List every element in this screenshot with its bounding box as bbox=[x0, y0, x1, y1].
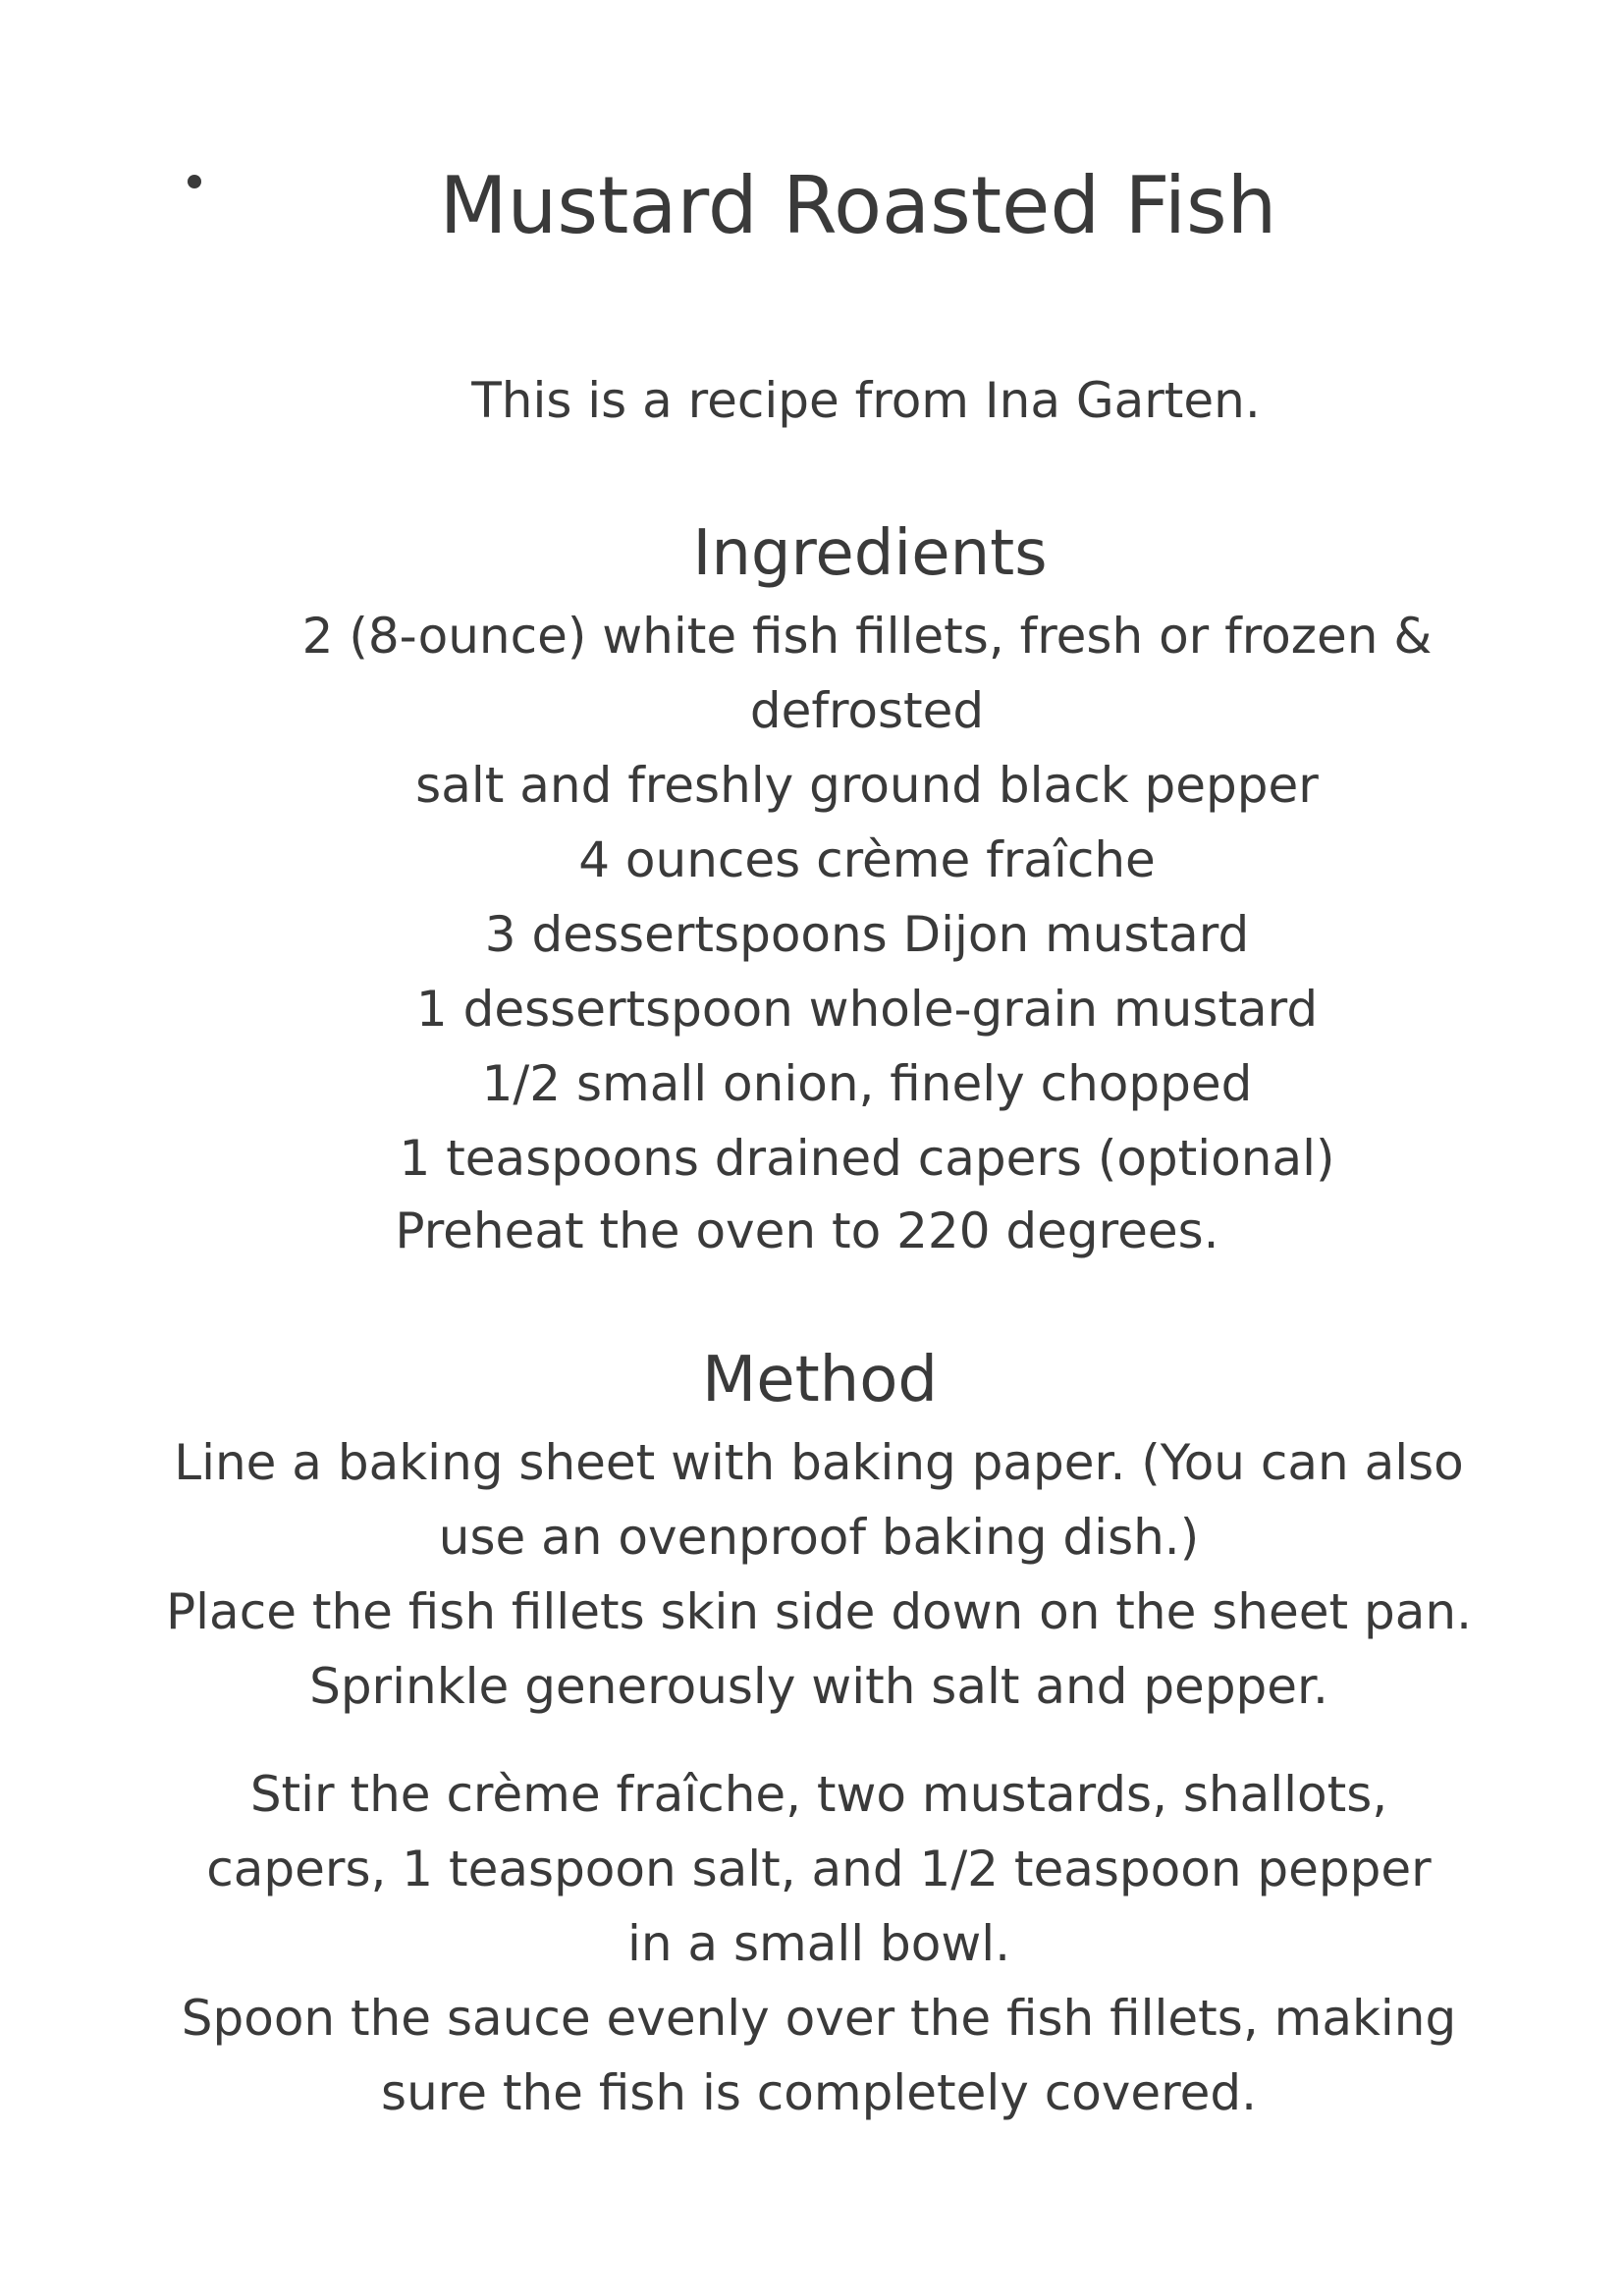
recipe-title: Mustard Roasted Fish bbox=[439, 160, 1277, 251]
method-line: Spoon the sauce evenly over the fish fillets, making bbox=[181, 1990, 1457, 2047]
ingredient-line: 2 (8-ounce) white fish fillets, fresh or frozen & bbox=[301, 608, 1433, 665]
ingredient-line: 1 teaspoons drained capers (optional) bbox=[399, 1130, 1335, 1187]
method-heading: Method bbox=[701, 1344, 939, 1416]
method-line: Stir the crème fraîche, two mustards, shallots, bbox=[249, 1766, 1388, 1823]
method-line: sure the fish is completely covered. bbox=[381, 2064, 1257, 2121]
ingredient-line: 3 dessertspoons Dijon mustard bbox=[484, 906, 1250, 963]
method-line: Line a baking sheet with baking paper. (You can also bbox=[174, 1434, 1464, 1491]
ingredient-line: 1/2 small onion, finely chopped bbox=[481, 1055, 1253, 1112]
method-line: Sprinkle generously with salt and pepper. bbox=[309, 1658, 1328, 1715]
ingredient-line: defrosted bbox=[749, 682, 985, 739]
method-line: Place the fish fillets skin side down on the sheet pan. bbox=[166, 1583, 1472, 1640]
method-line: capers, 1 teaspoon salt, and 1/2 teaspoon pepper bbox=[206, 1841, 1432, 1897]
method-line: in a small bowl. bbox=[626, 1915, 1011, 1972]
ingredient-line: 1 dessertspoon whole-grain mustard bbox=[415, 981, 1319, 1038]
ingredient-line: 4 ounces crème fraîche bbox=[578, 831, 1156, 888]
preheat-line: Preheat the oven to 220 degrees. bbox=[395, 1202, 1219, 1259]
method-line: use an ovenproof baking dish.) bbox=[438, 1509, 1200, 1566]
recipe-intro: This is a recipe from Ina Garten. bbox=[471, 372, 1261, 429]
ingredients-heading: Ingredients bbox=[692, 517, 1048, 590]
ingredient-line: salt and freshly ground black pepper bbox=[415, 757, 1319, 814]
